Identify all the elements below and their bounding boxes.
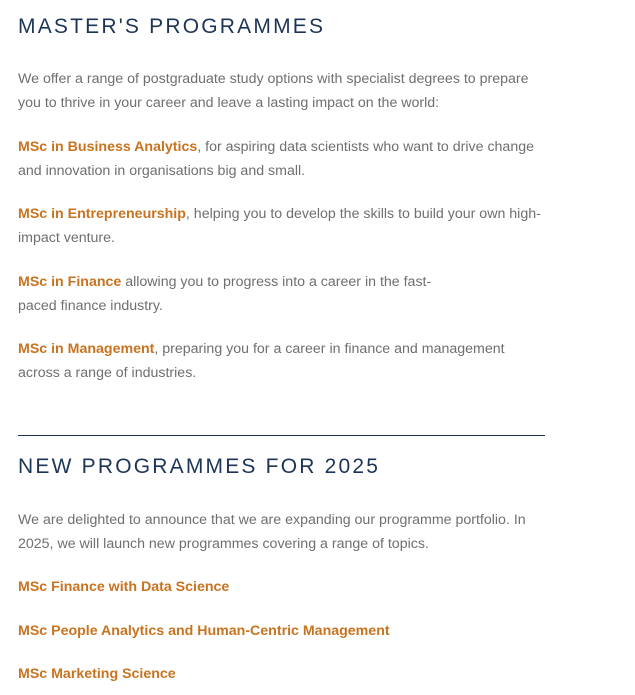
link-msc-people-analytics[interactable]: MSc People Analytics and Human-Centric Management xyxy=(18,623,390,639)
new-programmes-heading: NEW PROGRAMMES FOR 2025 xyxy=(18,455,381,478)
section-divider xyxy=(18,435,545,436)
link-msc-management[interactable]: MSc in Management xyxy=(18,341,155,357)
new-programme-item xyxy=(18,575,229,599)
link-msc-finance-data-science[interactable]: MSc Finance with Data Science xyxy=(18,579,230,595)
masters-intro-text: We offer a range of postgraduate study options with specialist degrees to prepare you to thrive in your career and leave a lasting impact on the world: xyxy=(18,71,529,111)
masters-programmes-heading: MASTER'S PROGRAMMES xyxy=(18,15,326,38)
link-msc-entrepreneurship[interactable]: MSc in Entrepreneurship xyxy=(18,206,186,222)
programme-item-finance xyxy=(18,270,468,318)
programme-desc: , preparing you for a career in finance and management across a range of industries. xyxy=(18,341,505,381)
programme-desc: , for aspiring data scientists who want to drive change and innovation in organisations big and small. xyxy=(18,139,534,179)
programme-item-business-analytics xyxy=(18,135,543,183)
new-programmes-intro-text: We are delighted to announce that we are expanding our programme portfolio. In 2025, we will launch new programmes covering a range of topics. xyxy=(18,512,526,552)
new-programme-item xyxy=(18,619,390,643)
new-programme-item xyxy=(18,662,176,686)
programme-item-management xyxy=(18,337,548,385)
programme-desc: allowing you to progress into a career in the fast-paced finance industry. xyxy=(18,274,432,314)
link-msc-business-analytics[interactable]: MSc in Business Analytics xyxy=(18,139,198,155)
link-msc-finance[interactable]: MSc in Finance xyxy=(18,274,122,290)
programme-desc: , helping you to develop the skills to build your own high-impact venture. xyxy=(18,206,541,246)
link-msc-marketing-science[interactable]: MSc Marketing Science xyxy=(18,666,176,682)
programme-item-entrepreneurship xyxy=(18,202,543,250)
